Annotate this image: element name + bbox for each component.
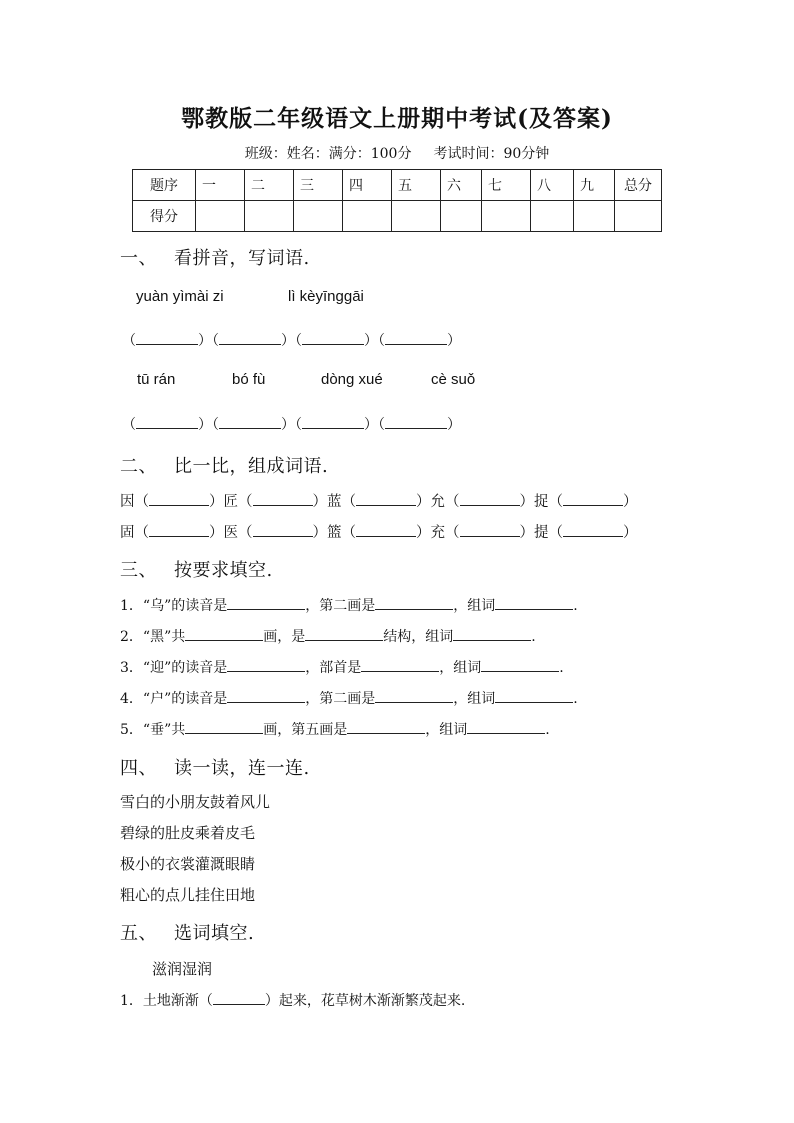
score-table-col: 七 xyxy=(482,170,531,201)
answer-blank[interactable] xyxy=(495,609,573,610)
answer-blank[interactable] xyxy=(219,344,281,345)
answer-blank[interactable] xyxy=(563,505,623,506)
answer-blank[interactable] xyxy=(460,505,520,506)
section-3-heading xyxy=(120,556,273,582)
section-title: 选词填空. xyxy=(174,923,255,944)
match-line-3: 极小的衣裳灌溉眼睛 xyxy=(120,855,256,873)
answer-blank[interactable] xyxy=(453,640,531,641)
answer-blank[interactable] xyxy=(385,428,447,429)
score-cell[interactable] xyxy=(196,201,245,232)
answer-blank[interactable] xyxy=(467,733,545,734)
word-choices: 滋润湿润 xyxy=(152,960,213,978)
fill-question-2: 2．“黑”共 画，是 结构，组词 . xyxy=(120,629,536,645)
answer-blank[interactable] xyxy=(356,505,416,506)
answer-blank[interactable] xyxy=(253,505,313,506)
answer-blank[interactable] xyxy=(227,671,305,672)
score-table-row-label: 得分 xyxy=(133,201,196,232)
score-cell[interactable] xyxy=(482,201,531,232)
answer-blank[interactable] xyxy=(227,609,305,610)
section-4-heading xyxy=(120,754,310,780)
pinyin-1: yuàn yìmài zi xyxy=(136,288,224,305)
answer-blank[interactable] xyxy=(219,428,281,429)
answer-blank[interactable] xyxy=(149,505,209,506)
answer-blank[interactable] xyxy=(460,536,520,537)
score-cell[interactable] xyxy=(531,201,574,232)
score-table-col-total: 总分 xyxy=(615,170,662,201)
exam-info-time: 考试时间：90分钟 xyxy=(433,146,550,162)
section-2-heading xyxy=(120,452,328,478)
answer-blank[interactable] xyxy=(136,344,198,345)
pinyin-4: bó fù xyxy=(232,371,266,388)
section-number: 四、 xyxy=(120,758,157,779)
section-5-heading xyxy=(120,919,254,945)
answer-blank[interactable] xyxy=(356,536,416,537)
score-cell[interactable] xyxy=(245,201,294,232)
section-title: 看拼音，写词语. xyxy=(174,248,310,269)
answer-blank[interactable] xyxy=(302,428,364,429)
answer-blank[interactable] xyxy=(185,733,263,734)
answer-blank[interactable] xyxy=(253,536,313,537)
pinyin-2: lì kèyīnggāi xyxy=(288,288,364,305)
page-title: 鄂教版二年级语文上册期中考试(及答案) xyxy=(181,105,613,132)
score-table-row-label: 题序 xyxy=(133,170,196,201)
section-1-heading xyxy=(120,244,310,270)
pinyin-3: tū rán xyxy=(137,371,176,388)
answer-blank[interactable] xyxy=(227,702,305,703)
score-table xyxy=(132,169,662,232)
answer-blank[interactable] xyxy=(361,671,439,672)
answer-blank[interactable] xyxy=(136,428,198,429)
score-cell[interactable] xyxy=(392,201,441,232)
answer-blank[interactable] xyxy=(149,536,209,537)
fill-question-4: 4．“户”的读音是 ，第二画是 ，组词 . xyxy=(120,691,578,707)
match-line-4: 粗心的点儿挂住田地 xyxy=(120,886,256,904)
score-cell[interactable] xyxy=(294,201,343,232)
score-table-col: 四 xyxy=(343,170,392,201)
answer-row-1: （ ）（ ）（ ）（ ） xyxy=(122,333,461,349)
score-table-col: 八 xyxy=(531,170,574,201)
score-cell[interactable] xyxy=(343,201,392,232)
answer-blank[interactable] xyxy=(185,640,263,641)
exam-info xyxy=(0,143,794,163)
fill-question-1: 1．“乌”的读音是 ，第二画是 ，组词 . xyxy=(120,598,578,614)
answer-blank[interactable] xyxy=(347,733,425,734)
pinyin-5: dòng xué xyxy=(321,371,383,388)
answer-blank[interactable] xyxy=(563,536,623,537)
answer-blank[interactable] xyxy=(375,702,453,703)
fill-question-5: 5．“垂”共 画，第五画是 ，组词 . xyxy=(120,722,550,738)
answer-blank[interactable] xyxy=(213,1004,265,1005)
section-number: 二、 xyxy=(120,456,157,477)
answer-blank[interactable] xyxy=(302,344,364,345)
score-table-score-row xyxy=(133,201,662,232)
fill-question-3: 3．“迎”的读音是 ，部首是 ，组词 . xyxy=(120,660,564,676)
score-table-header-row xyxy=(133,170,662,201)
score-cell[interactable] xyxy=(615,201,662,232)
match-line-1: 雪白的小朋友鼓着风儿 xyxy=(120,793,271,811)
choose-question-1: 1．土地渐渐（ ）起来，花草树木渐渐繁茂起来. xyxy=(120,993,466,1009)
score-cell[interactable] xyxy=(574,201,615,232)
section-title: 按要求填空. xyxy=(174,560,273,581)
score-table-col: 三 xyxy=(294,170,343,201)
score-table-col: 五 xyxy=(392,170,441,201)
section-number: 三、 xyxy=(120,560,157,581)
score-table-col: 六 xyxy=(441,170,482,201)
compare-row-1: 因（ ）匠（ ）蓝（ ）允（ ）捉（ ） xyxy=(120,494,638,510)
score-table-col: 一 xyxy=(196,170,245,201)
answer-row-2: （ ）（ ）（ ）（ ） xyxy=(122,417,461,433)
section-title: 比一比，组成词语. xyxy=(174,456,329,477)
answer-blank[interactable] xyxy=(305,640,383,641)
score-table-col: 九 xyxy=(574,170,615,201)
section-number: 五、 xyxy=(120,923,157,944)
exam-info-class-name-score: 班级：姓名：满分：100分 xyxy=(244,146,412,162)
score-table-col: 二 xyxy=(245,170,294,201)
compare-row-2: 固（ ）医（ ）篮（ ）充（ ）提（ ） xyxy=(120,525,638,541)
match-line-2: 碧绿的肚皮乘着皮毛 xyxy=(120,824,256,842)
answer-blank[interactable] xyxy=(495,702,573,703)
answer-blank[interactable] xyxy=(375,609,453,610)
answer-blank[interactable] xyxy=(385,344,447,345)
section-title: 读一读，连一连. xyxy=(174,758,310,779)
score-cell[interactable] xyxy=(441,201,482,232)
pinyin-6: cè suǒ xyxy=(431,371,476,388)
section-number: 一、 xyxy=(120,248,157,269)
answer-blank[interactable] xyxy=(481,671,559,672)
